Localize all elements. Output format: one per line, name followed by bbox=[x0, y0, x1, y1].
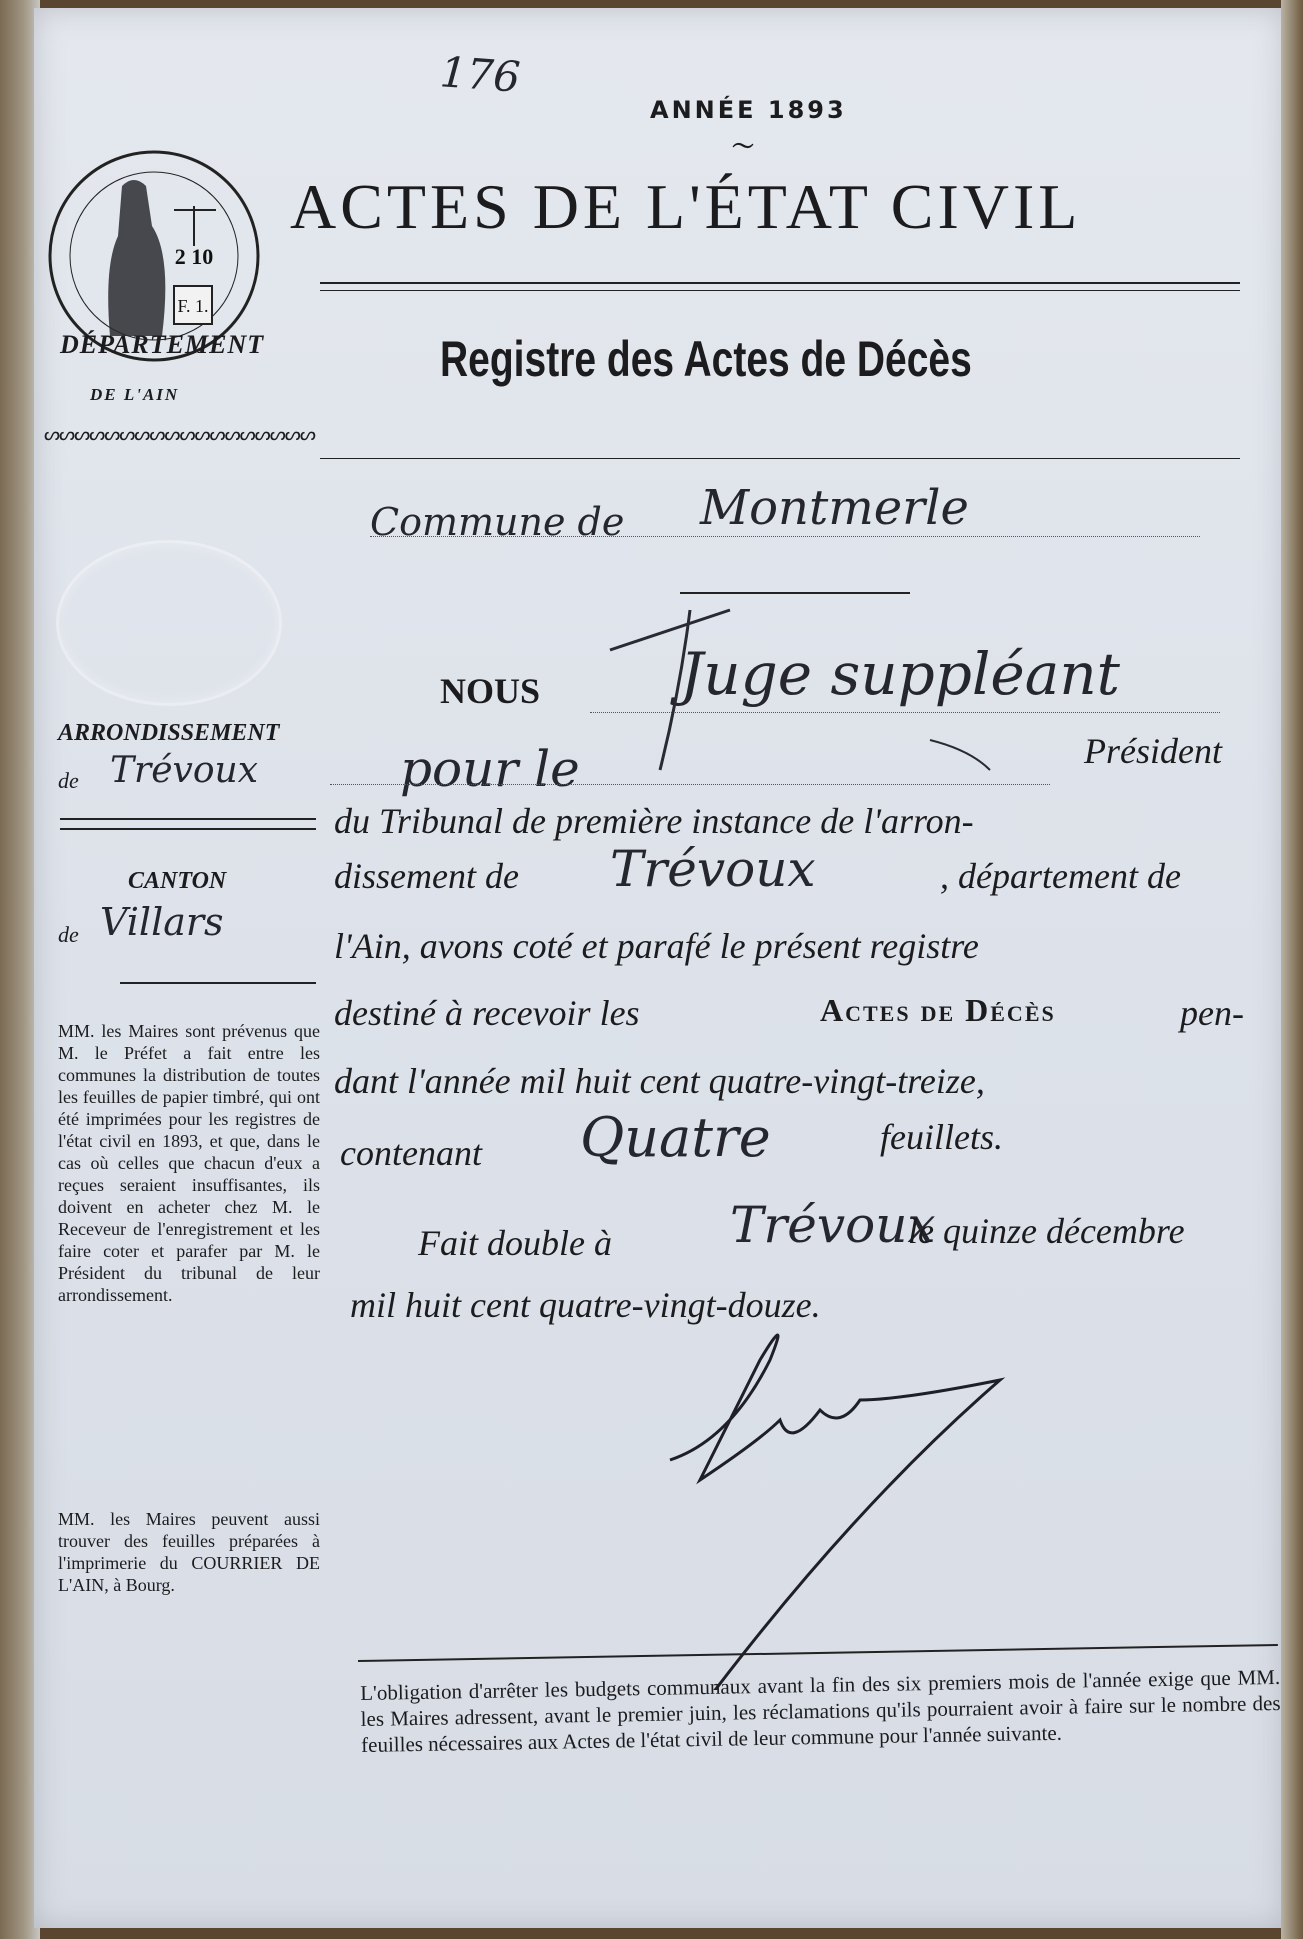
arrondissement-de: de bbox=[58, 768, 79, 793]
body-line-4-actes: Actes de Décès bbox=[820, 992, 1056, 1028]
body-line-5: dant l'année mil huit cent quatre-vingt-treize, bbox=[334, 1061, 985, 1101]
canton-rule bbox=[120, 982, 316, 984]
arrondissement-value: Trévoux bbox=[110, 750, 259, 791]
president-label: Président bbox=[1084, 731, 1222, 771]
department-label: DÉPARTEMENT bbox=[60, 330, 265, 359]
handwriting-strokes bbox=[600, 590, 1100, 790]
body-line-7a: Fait double à bbox=[418, 1223, 612, 1263]
body-line-4b: pen- bbox=[1180, 993, 1244, 1033]
handwritten-page-number: 176 bbox=[438, 47, 522, 102]
department-name: DE L'AIN bbox=[90, 385, 180, 404]
commune-value: Montmerle bbox=[700, 480, 969, 536]
body-line-7b: le quinze décembre bbox=[908, 1211, 1185, 1251]
commune-label: Commune de bbox=[370, 500, 625, 544]
title-rule-bottom bbox=[320, 290, 1240, 291]
embossed-seal bbox=[56, 540, 282, 706]
body-line-2b: , département de bbox=[940, 856, 1181, 896]
body-line-6-value: Quatre bbox=[580, 1106, 771, 1169]
footnote: L'obligation d'arrêter les budgets communaux avant la fin des six premiers mois de l'année exige que MM. les Maires adressent, avant le premier juin, les réclamations qu'ils pourraient avoir à faire sur le nombre des feuilles nécessaires aux Actes de l'état civil de leur commune pour l'année suivante. bbox=[360, 1664, 1281, 1757]
body-line-6a: contenant bbox=[340, 1133, 482, 1173]
sidebar-notice-courrier: MM. les Maires peuvent aussi trouver des feuilles préparées à l'imprimerie du COURRIER DE L'AIN, à Bourg. bbox=[58, 1509, 320, 1595]
commune-underline bbox=[370, 536, 1200, 537]
arrondissement-rule bbox=[60, 818, 316, 820]
canton-value: Villars bbox=[100, 900, 224, 944]
canton-de: de bbox=[58, 922, 79, 947]
register-subtitle: Registre des Actes de Décès bbox=[440, 331, 972, 387]
body-line-7-value: Trévoux bbox=[730, 1196, 936, 1254]
marianne-figure-icon bbox=[108, 180, 165, 336]
nous-label: NOUS bbox=[440, 671, 541, 711]
svg-text:2 10: 2 10 bbox=[174, 244, 214, 269]
signature-icon bbox=[640, 1310, 1100, 1690]
body-line-2a: dissement de bbox=[334, 856, 519, 896]
nous-value: Juge suppléant bbox=[680, 640, 1120, 708]
page-title: ACTES DE L'ÉTAT CIVIL bbox=[290, 171, 1082, 242]
svg-text:F. 1.: F. 1. bbox=[177, 296, 209, 316]
pour-value: pour le bbox=[400, 740, 580, 798]
body-line-2-value: Trévoux bbox=[610, 840, 816, 898]
body-line-4a: destiné à recevoir les bbox=[334, 993, 640, 1033]
canton-label: CANTON bbox=[128, 868, 227, 894]
sidebar-notice-prefect: MM. les Maires sont prévenus que M. le Préfet a fait entre les communes la distribution de toutes les feuilles de papier timbré, qui ont été imprimées pour les registres de l'état civil en 1893, et que, dans le cas où celles que chacun d'eux a reçues seraient insuffisantes, ils doivent en acheter chez M. le Receveur de l'enregistrement et les faire coter et parafer par M. le Président du tribunal de leur arrondissement. bbox=[58, 1021, 320, 1305]
body-line-1: du Tribunal de première instance de l'arron- bbox=[334, 801, 974, 841]
ornament-tilde: 〜 bbox=[732, 134, 755, 159]
title-rule-top bbox=[320, 282, 1240, 284]
decorative-flourish: ᔕᔕᔕᔕᔕᔕᔕᔕᔕᔕᔕᔕᔕᔕᔕᔕᔕᔕ bbox=[44, 424, 315, 444]
page-edge bbox=[1281, 0, 1303, 1939]
arrondissement-label: ARRONDISSEMENT bbox=[58, 720, 280, 746]
year-heading: ANNÉE 1893 bbox=[650, 96, 847, 124]
body-line-8: mil huit cent quatre-vingt-douze. bbox=[350, 1285, 821, 1325]
arrondissement-rule-2 bbox=[60, 828, 316, 830]
body-line-6b: feuillets. bbox=[880, 1117, 1003, 1157]
body-line-3: l'Ain, avons coté et parafé le présent registre bbox=[334, 926, 979, 966]
subtitle-rule bbox=[320, 458, 1240, 459]
